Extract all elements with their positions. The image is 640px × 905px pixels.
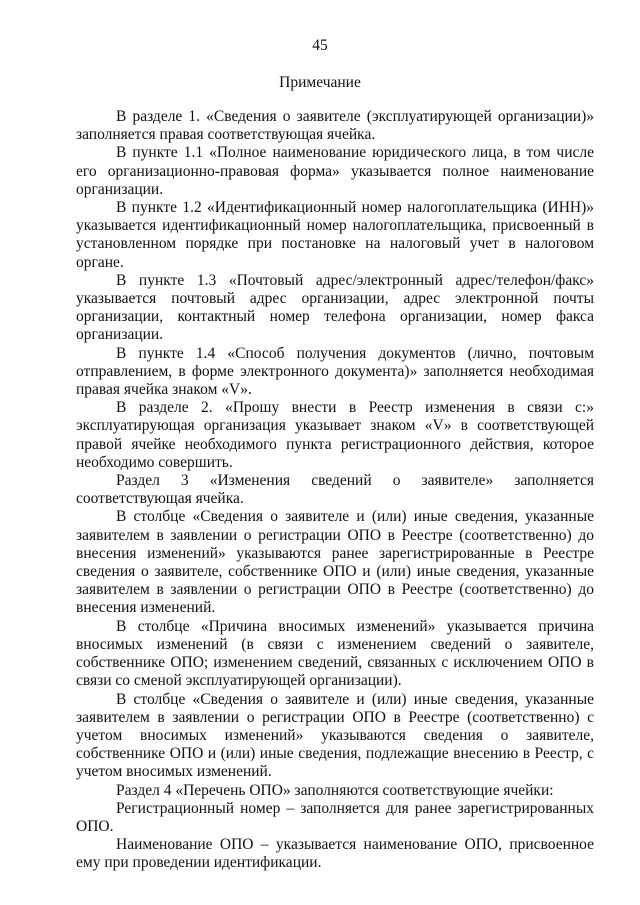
paragraph-registration-number: Регистрационный номер – заполняется для ранее зарегистрированных ОПО.	[76, 799, 594, 835]
paragraph-section-3: Раздел 3 «Изменения сведений о заявителе» заполняется соответствующая ячейка.	[76, 472, 594, 508]
paragraph-item-1-1: В пункте 1.1 «Полное наименование юридического лица, в том числе его организационно-правовая форма» указывается полное наименование организации.	[76, 144, 594, 198]
paragraph-column-before: В столбце «Сведения о заявителе и (или) иные сведения, указанные заявителем в заявлении о регистрации ОПО в Реестре (соответственно) до внесения изменений» указываются ранее зарегистрированные в Реестре сведения о заявителе, собственнике ОПО и (или) иные сведения, указанные заявителем в заявлении о регистрации ОПО в Реестре (соответственно) до внесения изменений.	[76, 508, 594, 617]
note-body	[76, 108, 594, 873]
paragraph-section-4: Раздел 4 «Перечень ОПО» заполняются соответствующие ячейки:	[116, 781, 554, 799]
paragraph-item-1-4: В пункте 1.4 «Способ получения документов (лично, почтовым отправлением, в форме электронного документа)» заполняется необходимая правая ячейка знаком «V».	[76, 344, 594, 399]
page-number: 45	[312, 37, 328, 54]
paragraph-column-after: В столбце «Сведения о заявителе и (или) иные сведения, указанные заявителем в заявлении о регистрации ОПО в Реестре (соответственно) с учетом вносимых изменений» указываются сведения о заявителе, собственнике ОПО и (или) иные сведения, подлежащие внесению в Реестр, с учетом вносимых изменений.	[76, 690, 594, 781]
paragraph-section-1: В разделе 1. «Сведения о заявителе (эксплуатирующей организации)» заполняется правая соответствующая ячейка.	[76, 108, 594, 144]
paragraph-item-1-2: В пункте 1.2 «Идентификационный номер налогоплательщика (ИНН)» указывается идентификационный номер налогоплательщика, присвоенный в установленном порядке при постановке на налоговый учет в налоговом органе.	[76, 199, 594, 271]
note-heading: Примечание	[279, 74, 361, 91]
paragraph-column-reason: В столбце «Причина вносимых изменений» указывается причина вносимых изменений (в связи с изменением сведений о заявителе, собственнике ОПО; изменением сведений, связанных с исключением ОПО в связи со сменой эксплуатирующей организации).	[76, 617, 594, 690]
paragraph-section-2: В разделе 2. «Прошу внести в Реестр изменения в связи с:» эксплуатирующая организация указывает знаком «V» в соответствующей правой ячейке необходимого пункта регистрационного действия, которое необходимо совершить.	[76, 399, 594, 471]
paragraph-item-1-3: В пункте 1.3 «Почтовый адрес/электронный адрес/телефон/факс» указывается почтовый адрес организации, адрес электронной почты организации, контактный номер телефона организации, номер факса организации.	[76, 271, 594, 344]
paragraph-opo-name: Наименование ОПО – указывается наименование ОПО, присвоенное ему при проведении идентификации.	[76, 836, 594, 872]
